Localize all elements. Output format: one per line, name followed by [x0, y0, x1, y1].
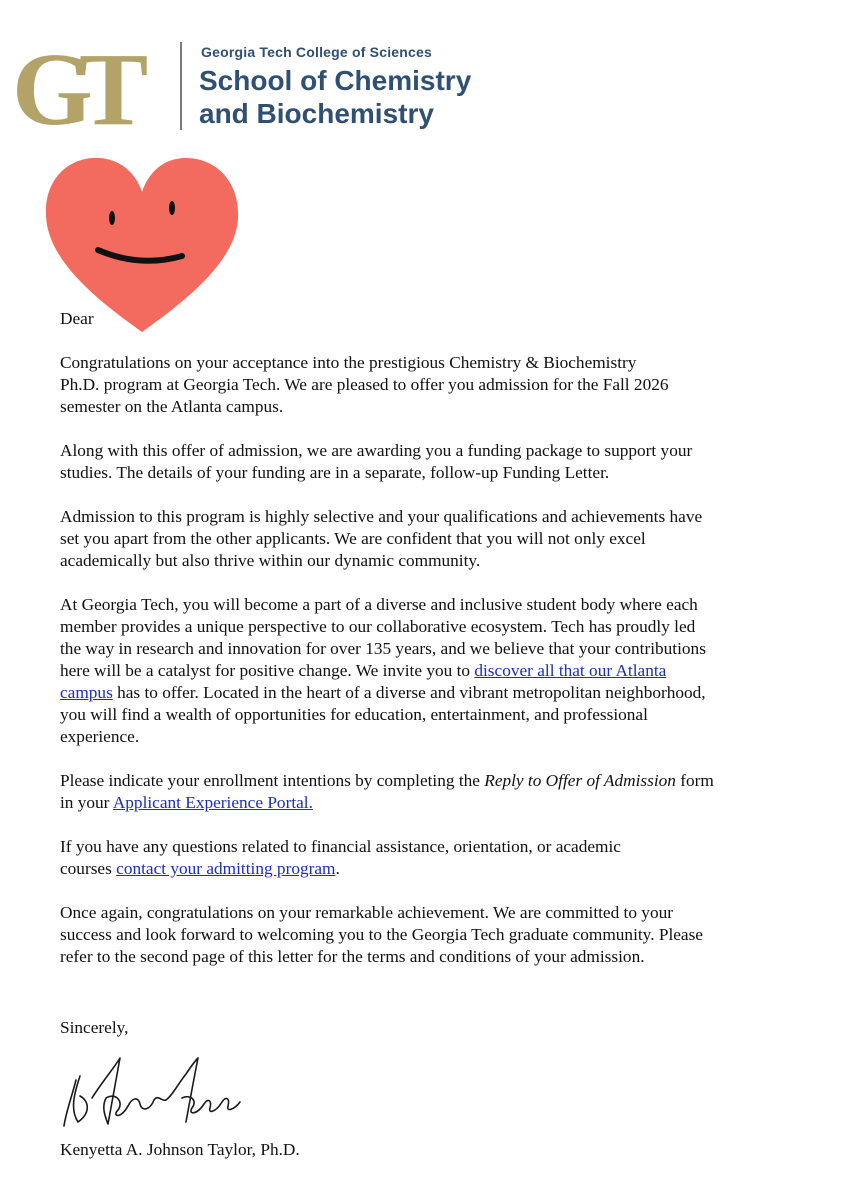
paragraph-line: set you apart from the other applicants. We are confident that you will not only excel	[60, 529, 646, 548]
paragraph-line: success and look forward to welcoming you to the Georgia Tech graduate community. Please	[60, 925, 703, 944]
paragraph-line: you will find a wealth of opportunities for education, entertainment, and professional	[60, 705, 648, 724]
paragraph-line: If you have any questions related to financial assistance, orientation, or academic	[60, 837, 621, 856]
paragraph-line: experience.	[60, 727, 140, 746]
paragraph-line: Along with this offer of admission, we are awarding you a funding package to support your	[60, 441, 693, 460]
paragraph-line: studies. The details of your funding are in a separate, follow-up Funding Letter.	[60, 463, 610, 482]
paragraph-line: Ph.D. program at Georgia Tech. We are pleased to offer you admission for the Fall 2026	[60, 375, 669, 394]
paragraph-line: courses	[60, 859, 117, 878]
paragraph-funding	[60, 440, 820, 484]
heart-eye-right	[169, 201, 175, 215]
letterhead-divider	[180, 42, 182, 130]
paragraph-enrollment	[60, 770, 820, 814]
gt-logo-text: GT	[12, 38, 135, 134]
paragraph-selective	[60, 506, 820, 572]
paragraph-questions	[60, 836, 820, 880]
paragraph-line: Admission to this program is highly selective and your qualifications and achievements have	[60, 507, 703, 526]
applicant-portal-link[interactable]: Applicant Experience Portal.	[112, 793, 313, 812]
paragraph-line: Once again, congratulations on your remarkable achievement. We are committed to your	[60, 903, 673, 922]
signature-stroke	[64, 1058, 240, 1126]
salutation: Dear	[60, 309, 94, 328]
discover-campus-link[interactable]: discover all that our Atlanta	[474, 661, 667, 680]
discover-campus-link-continued[interactable]: campus	[60, 683, 113, 702]
paragraph-line: academically but also thrive within our dynamic community.	[60, 551, 481, 570]
paragraph-line: has to offer. Located in the heart of a diverse and vibrant metropolitan neighborhood,	[112, 683, 706, 702]
signature-image	[58, 1040, 248, 1132]
contact-program-link[interactable]: contact your admitting program	[116, 859, 336, 878]
paragraph-line: semester on the Atlanta campus.	[60, 397, 284, 416]
school-name	[199, 64, 471, 130]
paragraph-line: the way in research and innovation for over 135 years, and we believe that your contributions	[60, 639, 706, 658]
paragraph-line: Congratulations on your acceptance into the prestigious Chemistry & Biochemistry	[60, 353, 637, 372]
paragraph-line: form	[675, 771, 714, 790]
letter-body	[60, 308, 820, 990]
college-name: Georgia Tech College of Sciences	[201, 44, 432, 60]
paragraph-line: here will be a catalyst for positive change. We invite you to	[60, 661, 475, 680]
closing: Sincerely,	[60, 1018, 129, 1037]
heart-shape	[46, 158, 238, 332]
paragraph-acceptance	[60, 352, 820, 418]
paragraph-community	[60, 594, 820, 748]
paragraph-line: Please indicate your enrollment intentions by completing the	[60, 771, 485, 790]
paragraph-line: At Georgia Tech, you will become a part of a diverse and inclusive student body where each	[60, 595, 698, 614]
letterhead	[0, 0, 842, 150]
paragraph-congratulations	[60, 902, 820, 968]
paragraph-line: .	[335, 859, 340, 878]
heart-eye-left	[109, 211, 115, 225]
reply-form-name: Reply to Offer of Admission	[484, 771, 676, 790]
paragraph-line: refer to the second page of this letter for the terms and conditions of your admission.	[60, 947, 645, 966]
paragraph-line: member provides a unique perspective to our collaborative ecosystem. Tech has proudly led	[60, 617, 696, 636]
signer-name: Kenyetta A. Johnson Taylor, Ph.D.	[60, 1140, 300, 1159]
gt-logo	[12, 38, 172, 134]
school-name-line1: School of Chemistry	[199, 65, 472, 96]
paragraph-line: in your	[60, 793, 113, 812]
school-name-line2: and Biochemistry	[199, 98, 434, 129]
